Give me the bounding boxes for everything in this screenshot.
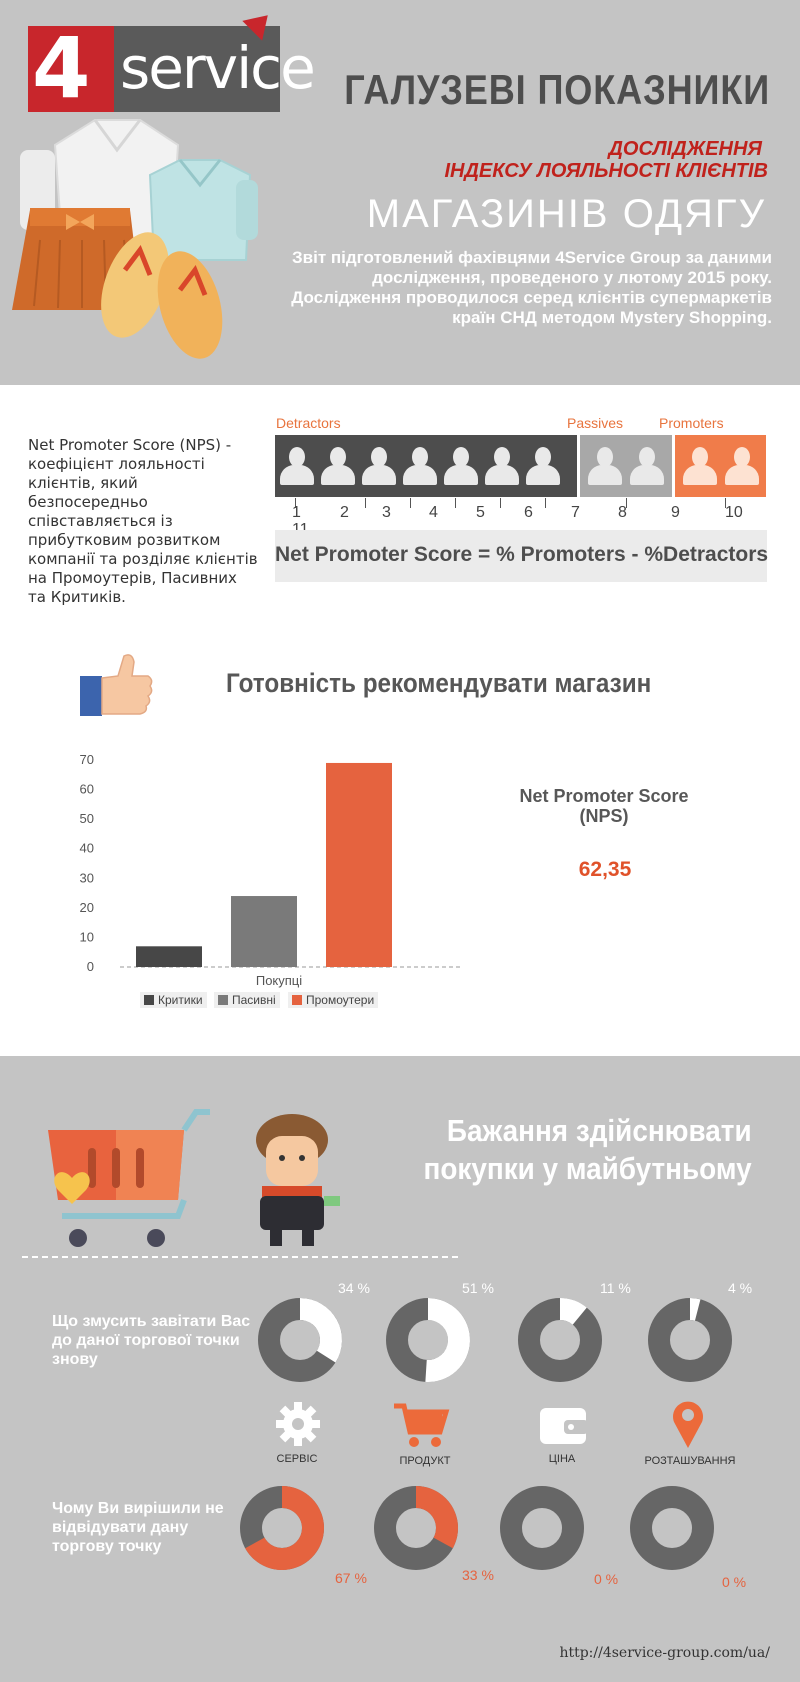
donut-segment bbox=[416, 1486, 458, 1548]
person-icon bbox=[683, 445, 717, 489]
person-icon bbox=[280, 445, 314, 489]
leave-donut bbox=[641, 1497, 703, 1559]
nps-definition: Net Promoter Score (NPS) - коефіцієнт лояльності клієнтів, який безпосередньо співставляється із прибутковим розвитком компанії та розділяє клієнтів на Промоутерів, Пасивних та Критиків. bbox=[28, 436, 258, 606]
return-donut bbox=[269, 1298, 342, 1371]
gear-icon bbox=[274, 1400, 322, 1448]
scale-number: 9 bbox=[671, 504, 680, 521]
bar-2 bbox=[326, 763, 392, 967]
report-description: Звіт підготовлений фахівцями 4Service Group за даними дослідження, проведеного у лютому 2015 року. Дослідження проводилося серед клієнтів супермаркетів країн СНД методом Mystery Shopping. bbox=[291, 248, 772, 327]
dashed-divider bbox=[22, 1256, 458, 1258]
promoters-segment bbox=[675, 435, 766, 497]
legend-item-promoters bbox=[288, 992, 378, 1008]
scale-number: 7 bbox=[571, 504, 580, 521]
question-leave: Чому Ви вирішили не відвідувати дану торгову точку bbox=[52, 1500, 224, 1555]
y-tick-label: 50 bbox=[79, 811, 94, 827]
location-pin-icon bbox=[670, 1398, 706, 1450]
scale-tick bbox=[410, 498, 411, 508]
return-donut bbox=[529, 1298, 591, 1371]
shopper-character-icon bbox=[248, 1110, 348, 1248]
category-location: РОЗТАШУВАННЯ bbox=[644, 1455, 736, 1467]
nps-label-line2: (NPS) bbox=[579, 806, 629, 826]
scale-tick bbox=[500, 498, 501, 508]
scale-tick bbox=[455, 498, 456, 508]
nps-result-label bbox=[512, 786, 696, 826]
leave-pct-location: 0 % bbox=[722, 1574, 747, 1590]
scale-number: 6 bbox=[524, 504, 533, 521]
category-product: ПРОДУКТ bbox=[399, 1455, 451, 1467]
person-icon bbox=[444, 445, 478, 489]
nps-label-line1: Net Promoter Score bbox=[519, 786, 689, 806]
person-icon bbox=[526, 445, 560, 489]
return-donut bbox=[397, 1298, 470, 1382]
blue-shirt-icon bbox=[150, 160, 258, 260]
return-donut bbox=[659, 1298, 721, 1371]
legend-item-passives bbox=[214, 992, 280, 1008]
y-tick-label: 30 bbox=[79, 870, 94, 886]
detractors-label: Detractors bbox=[276, 415, 341, 431]
scale-tick bbox=[545, 498, 546, 508]
scale-tick bbox=[365, 498, 366, 508]
scale-number: 4 bbox=[429, 504, 438, 521]
return-pct-price: 11 % bbox=[600, 1280, 631, 1296]
leave-donut bbox=[245, 1486, 324, 1570]
x-category-label: Покупці bbox=[255, 973, 303, 988]
clothing-illustration bbox=[0, 110, 270, 375]
future-title-line1: Бажання здійснювати bbox=[447, 1113, 752, 1148]
y-tick-label: 40 bbox=[79, 840, 94, 856]
y-tick-label: 20 bbox=[79, 899, 94, 915]
scale-number: 10 bbox=[725, 504, 743, 521]
person-icon bbox=[403, 445, 437, 489]
recommend-title: Готовність рекомендувати магазин bbox=[226, 668, 652, 698]
future-title-line2: покупки у майбутньому bbox=[423, 1151, 752, 1186]
return-pct-product: 51 % bbox=[462, 1280, 494, 1296]
thumbs-up-icon bbox=[78, 652, 154, 720]
y-tick-label: 60 bbox=[79, 781, 94, 797]
person-icon bbox=[321, 445, 355, 489]
person-icon bbox=[630, 445, 664, 489]
logo-text: service bbox=[120, 34, 314, 102]
wallet-icon bbox=[538, 1402, 590, 1448]
question-return: Що змусить завітати Вас до даної торгової точки знову bbox=[52, 1313, 251, 1368]
big-title: МАГАЗИНІВ ОДЯГУ bbox=[366, 192, 766, 236]
person-icon bbox=[362, 445, 396, 489]
person-icon bbox=[588, 445, 622, 489]
shopping-cart-icon bbox=[48, 1108, 218, 1248]
leave-pct-service: 67 % bbox=[335, 1570, 367, 1586]
passives-label: Passives bbox=[567, 415, 624, 431]
scale-number: 8 bbox=[618, 504, 627, 521]
recommend-bar-chart bbox=[60, 740, 470, 988]
bar-1 bbox=[231, 896, 297, 967]
legend-label: Промоутери bbox=[306, 993, 375, 1007]
legend-swatch bbox=[292, 995, 302, 1005]
nps-formula: Net Promoter Score = % Promoters - %Detractors bbox=[275, 543, 769, 566]
return-pct-service: 34 % bbox=[338, 1280, 370, 1296]
detractors-segment bbox=[275, 435, 577, 497]
y-tick-label: 70 bbox=[79, 752, 94, 767]
category-price: ЦІНА bbox=[548, 1453, 576, 1465]
legend-swatch bbox=[218, 995, 228, 1005]
scale-number: 3 bbox=[382, 504, 391, 521]
legend-item-critics bbox=[140, 992, 207, 1008]
donut-segment bbox=[300, 1298, 342, 1363]
scale-number: 1 bbox=[292, 504, 301, 521]
future-title bbox=[424, 1112, 752, 1188]
legend-label: Критики bbox=[158, 993, 203, 1007]
leave-pct-product: 33 % bbox=[462, 1567, 494, 1583]
bar-0 bbox=[136, 946, 202, 967]
leave-pct-price: 0 % bbox=[594, 1571, 619, 1587]
footer-url[interactable]: http://4service-group.com/ua/ bbox=[559, 1645, 770, 1661]
scale-number: 2 bbox=[340, 504, 349, 521]
y-tick-label: 0 bbox=[86, 959, 94, 974]
cart-icon bbox=[392, 1402, 448, 1450]
subtitle-line1: ДОСЛІДЖЕННЯ bbox=[608, 138, 762, 160]
subtitle-line2: ІНДЕКСУ ЛОЯЛЬНОСТІ КЛІЄНТІВ bbox=[444, 160, 768, 182]
donut-segment bbox=[425, 1298, 470, 1382]
logo-digit: 4 bbox=[32, 19, 85, 117]
person-icon bbox=[725, 445, 759, 489]
person-icon bbox=[485, 445, 519, 489]
scale-number: 5 bbox=[476, 504, 485, 521]
legend-label: Пасивні bbox=[232, 993, 276, 1007]
logo bbox=[28, 19, 314, 117]
nps-value: 62,35 bbox=[578, 858, 632, 881]
donut-track bbox=[511, 1497, 573, 1559]
category-service: СЕРВІС bbox=[276, 1453, 318, 1465]
passives-segment bbox=[580, 435, 672, 497]
leave-donut bbox=[385, 1486, 458, 1559]
donut-track bbox=[641, 1497, 703, 1559]
y-tick-label: 10 bbox=[79, 929, 94, 945]
promoters-label: Promoters bbox=[659, 415, 724, 431]
donut-charts bbox=[0, 1270, 800, 1630]
leave-donut bbox=[511, 1497, 573, 1559]
page-title: ГАЛУЗЕВІ ПОКАЗНИКИ bbox=[344, 66, 770, 113]
legend-swatch bbox=[144, 995, 154, 1005]
return-pct-location: 4 % bbox=[728, 1280, 753, 1296]
